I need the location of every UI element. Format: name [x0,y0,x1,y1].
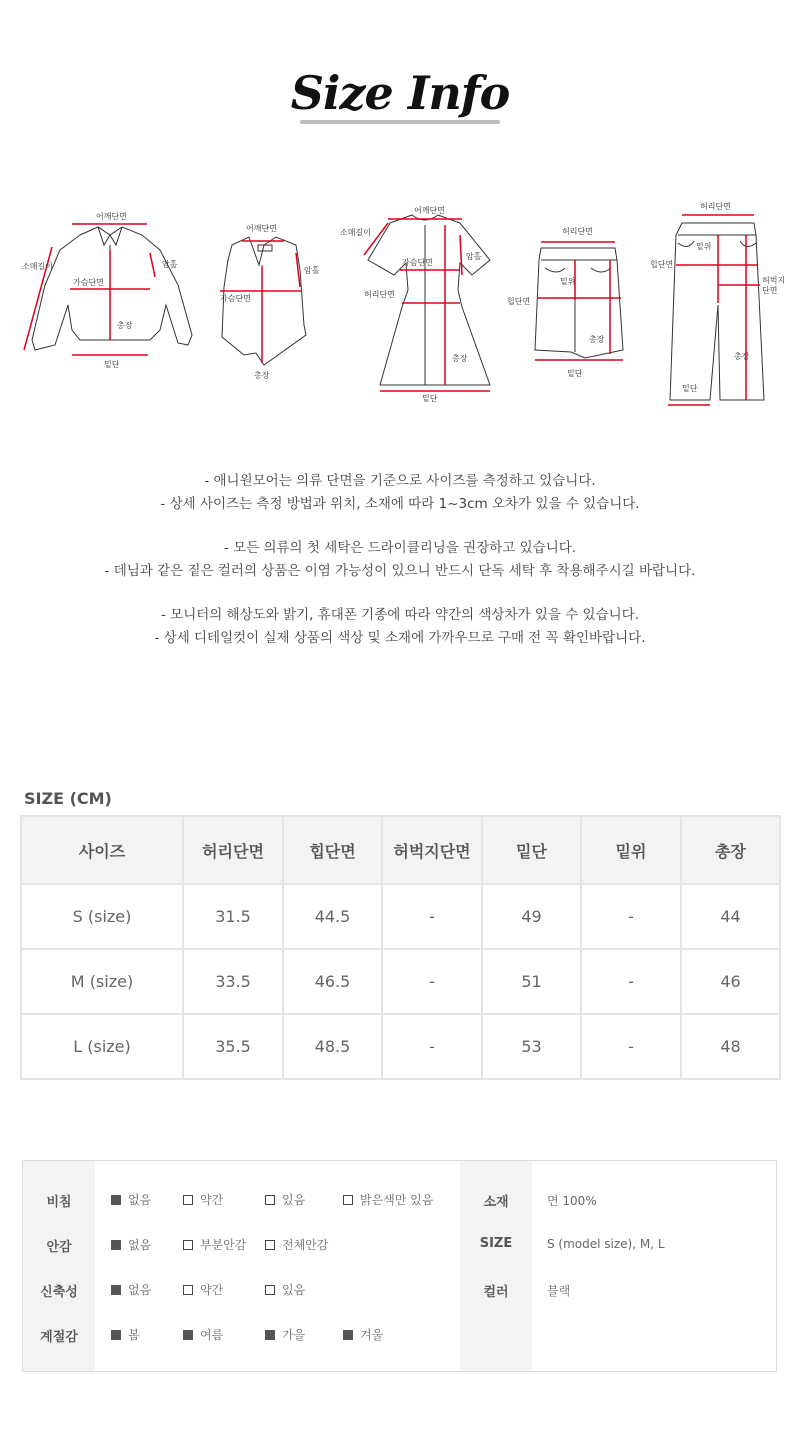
detail-label: SIZE [479,1236,513,1251]
checkbox-empty-icon [265,1240,275,1250]
table-header-row [21,816,780,884]
fabric-option: 부분안감 [183,1236,246,1253]
jacket-chest-label: 가슴단면 [73,278,104,287]
checkbox-filled-icon [265,1330,275,1340]
table-cell: 46 [681,949,780,1014]
pants-rise-label: 밑위 [696,242,712,251]
fabric-row-transparency [23,1177,778,1222]
skirt-diagram [505,220,635,410]
fabric-row-label: 계절감 [40,1330,78,1345]
fabric-row-label: 안감 [46,1240,72,1255]
measurement-diagrams [0,185,800,415]
table-cell: 44.5 [283,884,382,949]
checkbox-empty-icon [183,1240,193,1250]
pants-hip-label: 힙단면 [650,260,674,269]
table-cell: 51 [482,949,581,1014]
detail-label: 컬러 [483,1285,509,1300]
table-cell: - [581,884,681,949]
fabric-info-panel [22,1160,777,1372]
note-line: - 데님과 같은 짙은 컬러의 상품은 이염 가능성이 있으니 반드시 단독 세탁 후 착용해주시길 바랍니다. [104,563,696,579]
vest-armhole-label: 암홀 [304,266,320,275]
table-cell: - [581,1014,681,1079]
column-header: 밑단 [482,816,581,884]
skirt-waist-label: 허리단면 [562,227,593,236]
detail-value: S (model size), M, L [547,1237,665,1251]
table-cell: 46.5 [283,949,382,1014]
skirt-hip-label: 힙단면 [507,297,531,306]
fabric-option: 있음 [265,1191,305,1208]
jacket-armhole-label: 암홀 [162,260,178,269]
skirt-rise-label: 밑위 [560,277,576,286]
table-cell: 35.5 [183,1014,283,1079]
fabric-option: 없음 [111,1191,151,1208]
fabric-option: 전체안감 [265,1236,328,1253]
fabric-row-label: 비침 [46,1195,72,1210]
dress-shoulder-label: 어깨단면 [414,206,445,215]
table-cell: 53 [482,1014,581,1079]
pants-hem-label: 밑단 [682,384,698,393]
checkbox-empty-icon [183,1195,193,1205]
column-header: 밑위 [581,816,681,884]
table-cell: - [382,884,482,949]
column-header: 총장 [681,816,780,884]
jacket-sleeve-label: 소매길이 [22,262,53,271]
table-cell: M (size) [21,949,183,1014]
note-line: - 상세 사이즈는 측정 방법과 위치, 소재에 따라 1~3cm 오차가 있을 수 있습니다. [160,496,640,512]
table-row [21,1014,780,1079]
table-row [21,949,780,1014]
skirt-length-label: 총장 [589,335,605,344]
pants-length-label: 총장 [734,352,750,361]
table-cell: - [382,1014,482,1079]
checkbox-empty-icon [265,1195,275,1205]
column-header: 힙단면 [283,816,382,884]
table-cell: S (size) [21,884,183,949]
fabric-option: 없음 [111,1281,151,1298]
detail-value: 블랙 [547,1284,571,1298]
fabric-option: 약간 [183,1281,223,1298]
jacket-shoulder-label: 어깨단면 [96,212,127,221]
note-line: - 애니원모어는 의류 단면을 기준으로 사이즈를 측정하고 있습니다. [204,473,596,489]
dress-length-label: 총장 [452,354,468,363]
checkbox-filled-icon [111,1285,121,1295]
fabric-option: 겨울 [343,1326,383,1343]
jacket-hem-label: 밑단 [104,360,120,369]
size-table [20,815,781,1080]
table-cell: 48 [681,1014,780,1079]
title-underline [300,120,500,124]
fabric-option: 밝은색만 있음 [343,1191,433,1208]
fabric-row-season [23,1312,778,1357]
dress-diagram [340,195,500,405]
table-cell: - [581,949,681,1014]
column-header: 허리단면 [183,816,283,884]
fabric-option: 약간 [183,1191,223,1208]
vest-length-label: 총장 [254,371,270,380]
skirt-hem-label: 밑단 [567,369,583,378]
dress-waist-label: 허리단면 [364,290,395,299]
checkbox-filled-icon [183,1330,193,1340]
fabric-option: 없음 [111,1236,151,1253]
page-title: Size Info [290,66,510,120]
note-line: - 모든 의류의 첫 세탁은 드라이클리닝을 권장하고 있습니다. [223,540,577,556]
size-section-label: SIZE (CM) [24,789,112,808]
dress-hem-label: 밑단 [422,394,438,403]
table-cell: 49 [482,884,581,949]
pants-thigh-label-1: 허벅지 [762,276,786,285]
fabric-row-label: 신축성 [40,1285,78,1300]
pants-thigh-label-2: 단면 [762,286,778,295]
detail-label: 소재 [483,1195,509,1210]
dress-chest-label: 가슴단면 [402,258,433,267]
table-row [21,884,780,949]
table-cell: L (size) [21,1014,183,1079]
fabric-option: 있음 [265,1281,305,1298]
table-cell: 48.5 [283,1014,382,1079]
table-cell: 33.5 [183,949,283,1014]
column-header: 허벅지단면 [382,816,482,884]
checkbox-filled-icon [111,1240,121,1250]
checkbox-empty-icon [265,1285,275,1295]
fabric-option: 가을 [265,1326,305,1343]
fabric-option: 봄 [111,1326,140,1343]
fabric-option: 여름 [183,1326,223,1343]
checkbox-filled-icon [111,1330,121,1340]
fabric-row-lining [23,1222,778,1267]
jacket-diagram [20,205,200,395]
checkbox-empty-icon [183,1285,193,1295]
dress-armhole-label: 암홀 [466,252,482,261]
detail-value: 면 100% [547,1194,597,1208]
checkbox-filled-icon [111,1195,121,1205]
vest-shoulder-label: 어깨단면 [246,224,277,233]
pants-waist-label: 허리단면 [700,202,731,211]
note-line: - 모니터의 해상도와 밝기, 휴대폰 기종에 따라 약간의 색상차가 있을 수 있습니다. [161,607,639,623]
dress-sleeve-label: 소매길이 [340,228,371,237]
fabric-row-stretch [23,1267,778,1312]
table-cell: 31.5 [183,884,283,949]
checkbox-filled-icon [343,1330,353,1340]
care-notes [0,470,800,650]
vest-chest-label: 가슴단면 [220,294,251,303]
table-cell: - [382,949,482,1014]
column-header: 사이즈 [21,816,183,884]
note-line: - 상세 디테일컷이 실제 상품의 색상 및 소재에 가까우므로 구매 전 꼭 확인바랍니다. [154,630,646,646]
jacket-length-label: 총장 [117,321,133,330]
vest-diagram [214,215,324,405]
checkbox-empty-icon [343,1195,353,1205]
pants-diagram [648,195,798,420]
table-cell: 44 [681,884,780,949]
